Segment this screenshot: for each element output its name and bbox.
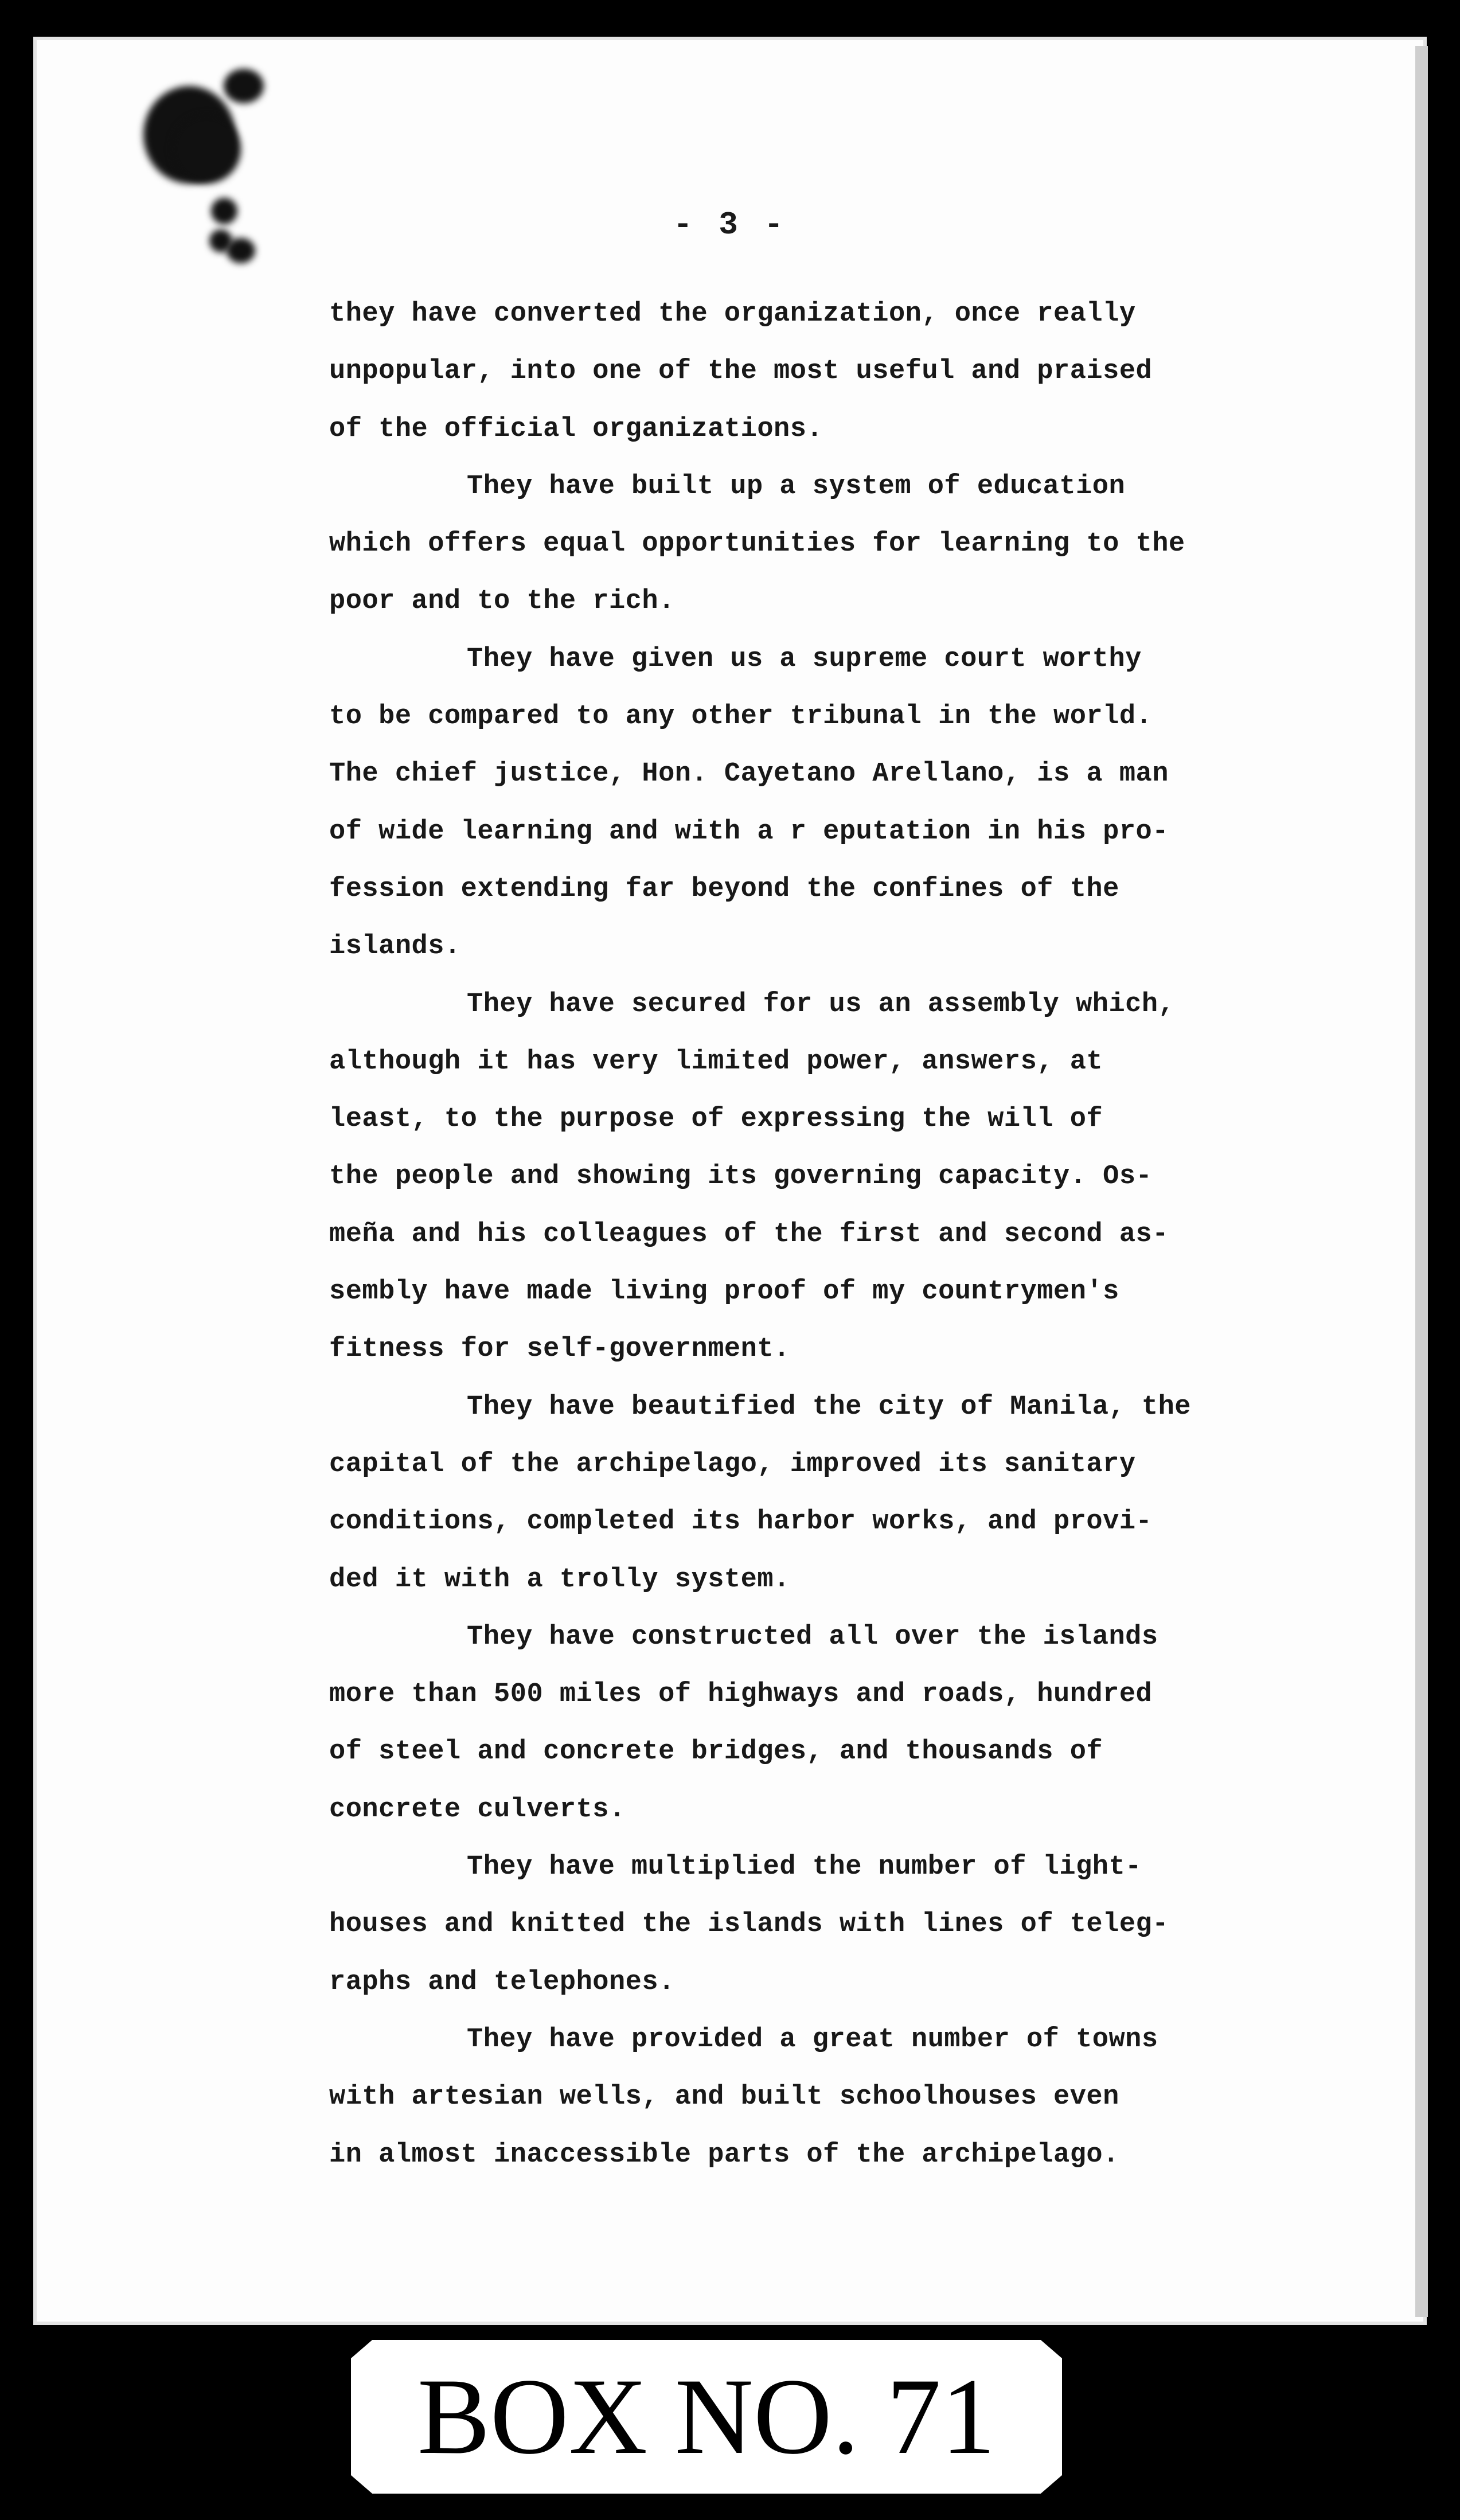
ink-blot bbox=[172, 115, 241, 184]
text-line: fession extending far beyond the confines of the bbox=[329, 873, 1119, 904]
text-line: the people and showing its governing capacity. Os- bbox=[329, 1161, 1153, 1192]
text-line: concrete culverts. bbox=[329, 1794, 626, 1825]
text-line: ded it with a trolly system. bbox=[329, 1564, 790, 1595]
text-line: They have given us a supreme court worthy bbox=[467, 643, 1142, 674]
typed-text-body bbox=[329, 286, 1281, 2184]
text-line: They have built up a system of education bbox=[467, 471, 1126, 502]
text-line: although it has very limited power, answers, at bbox=[329, 1046, 1103, 1077]
text-line: They have multiplied the number of light- bbox=[467, 1852, 1142, 1883]
text-line: unpopular, into one of the most useful and praised bbox=[329, 356, 1153, 387]
text-line: capital of the archipelago, improved its sanitary bbox=[329, 1449, 1136, 1480]
text-line: with artesian wells, and built schoolhouses even bbox=[329, 2082, 1119, 2113]
text-line: meña and his colleagues of the first and second as- bbox=[329, 1219, 1169, 1250]
text-line: of steel and concrete bridges, and thousands of bbox=[329, 1737, 1103, 1768]
text-line: They have provided a great number of towns bbox=[467, 2024, 1158, 2055]
text-line: of the official organizations. bbox=[329, 414, 823, 444]
text-line: They have constructed all over the islands bbox=[467, 1621, 1158, 1652]
text-line: fitness for self-government. bbox=[329, 1334, 790, 1365]
text-line: in almost inaccessible parts of the archipelago. bbox=[329, 2139, 1119, 2170]
text-line: They have beautified the city of Manila, the bbox=[467, 1391, 1192, 1422]
text-line: poor and to the rich. bbox=[329, 586, 675, 617]
text-line: conditions, completed its harbor works, and provi- bbox=[329, 1507, 1153, 1538]
text-line: houses and knitted the islands with lines of teleg- bbox=[329, 1909, 1169, 1940]
text-line: to be compared to any other tribunal in the world. bbox=[329, 701, 1153, 732]
text-line: raphs and telephones. bbox=[329, 1967, 675, 1998]
text-line: islands. bbox=[329, 931, 461, 962]
text-line: they have converted the organization, once really bbox=[329, 299, 1136, 329]
text-line: sembly have made living proof of my countrymen's bbox=[329, 1277, 1119, 1308]
page-edge-shadow bbox=[1415, 46, 1428, 2317]
text-line: of wide learning and with a r eputation in his pro- bbox=[329, 816, 1169, 847]
text-line: more than 500 miles of highways and roads, hundred bbox=[329, 1679, 1153, 1710]
text-line: which offers equal opportunities for learning to the bbox=[329, 529, 1185, 560]
ink-blot bbox=[224, 69, 264, 103]
text-line: The chief justice, Hon. Cayetano Arellano, is a man bbox=[329, 759, 1169, 790]
page-number: - 3 - bbox=[673, 206, 787, 243]
box-label-text: BOX NO. 71 bbox=[417, 2357, 996, 2477]
text-line: least, to the purpose of expressing the will of bbox=[329, 1104, 1103, 1135]
text-line: They have secured for us an assembly which, bbox=[467, 989, 1175, 1020]
